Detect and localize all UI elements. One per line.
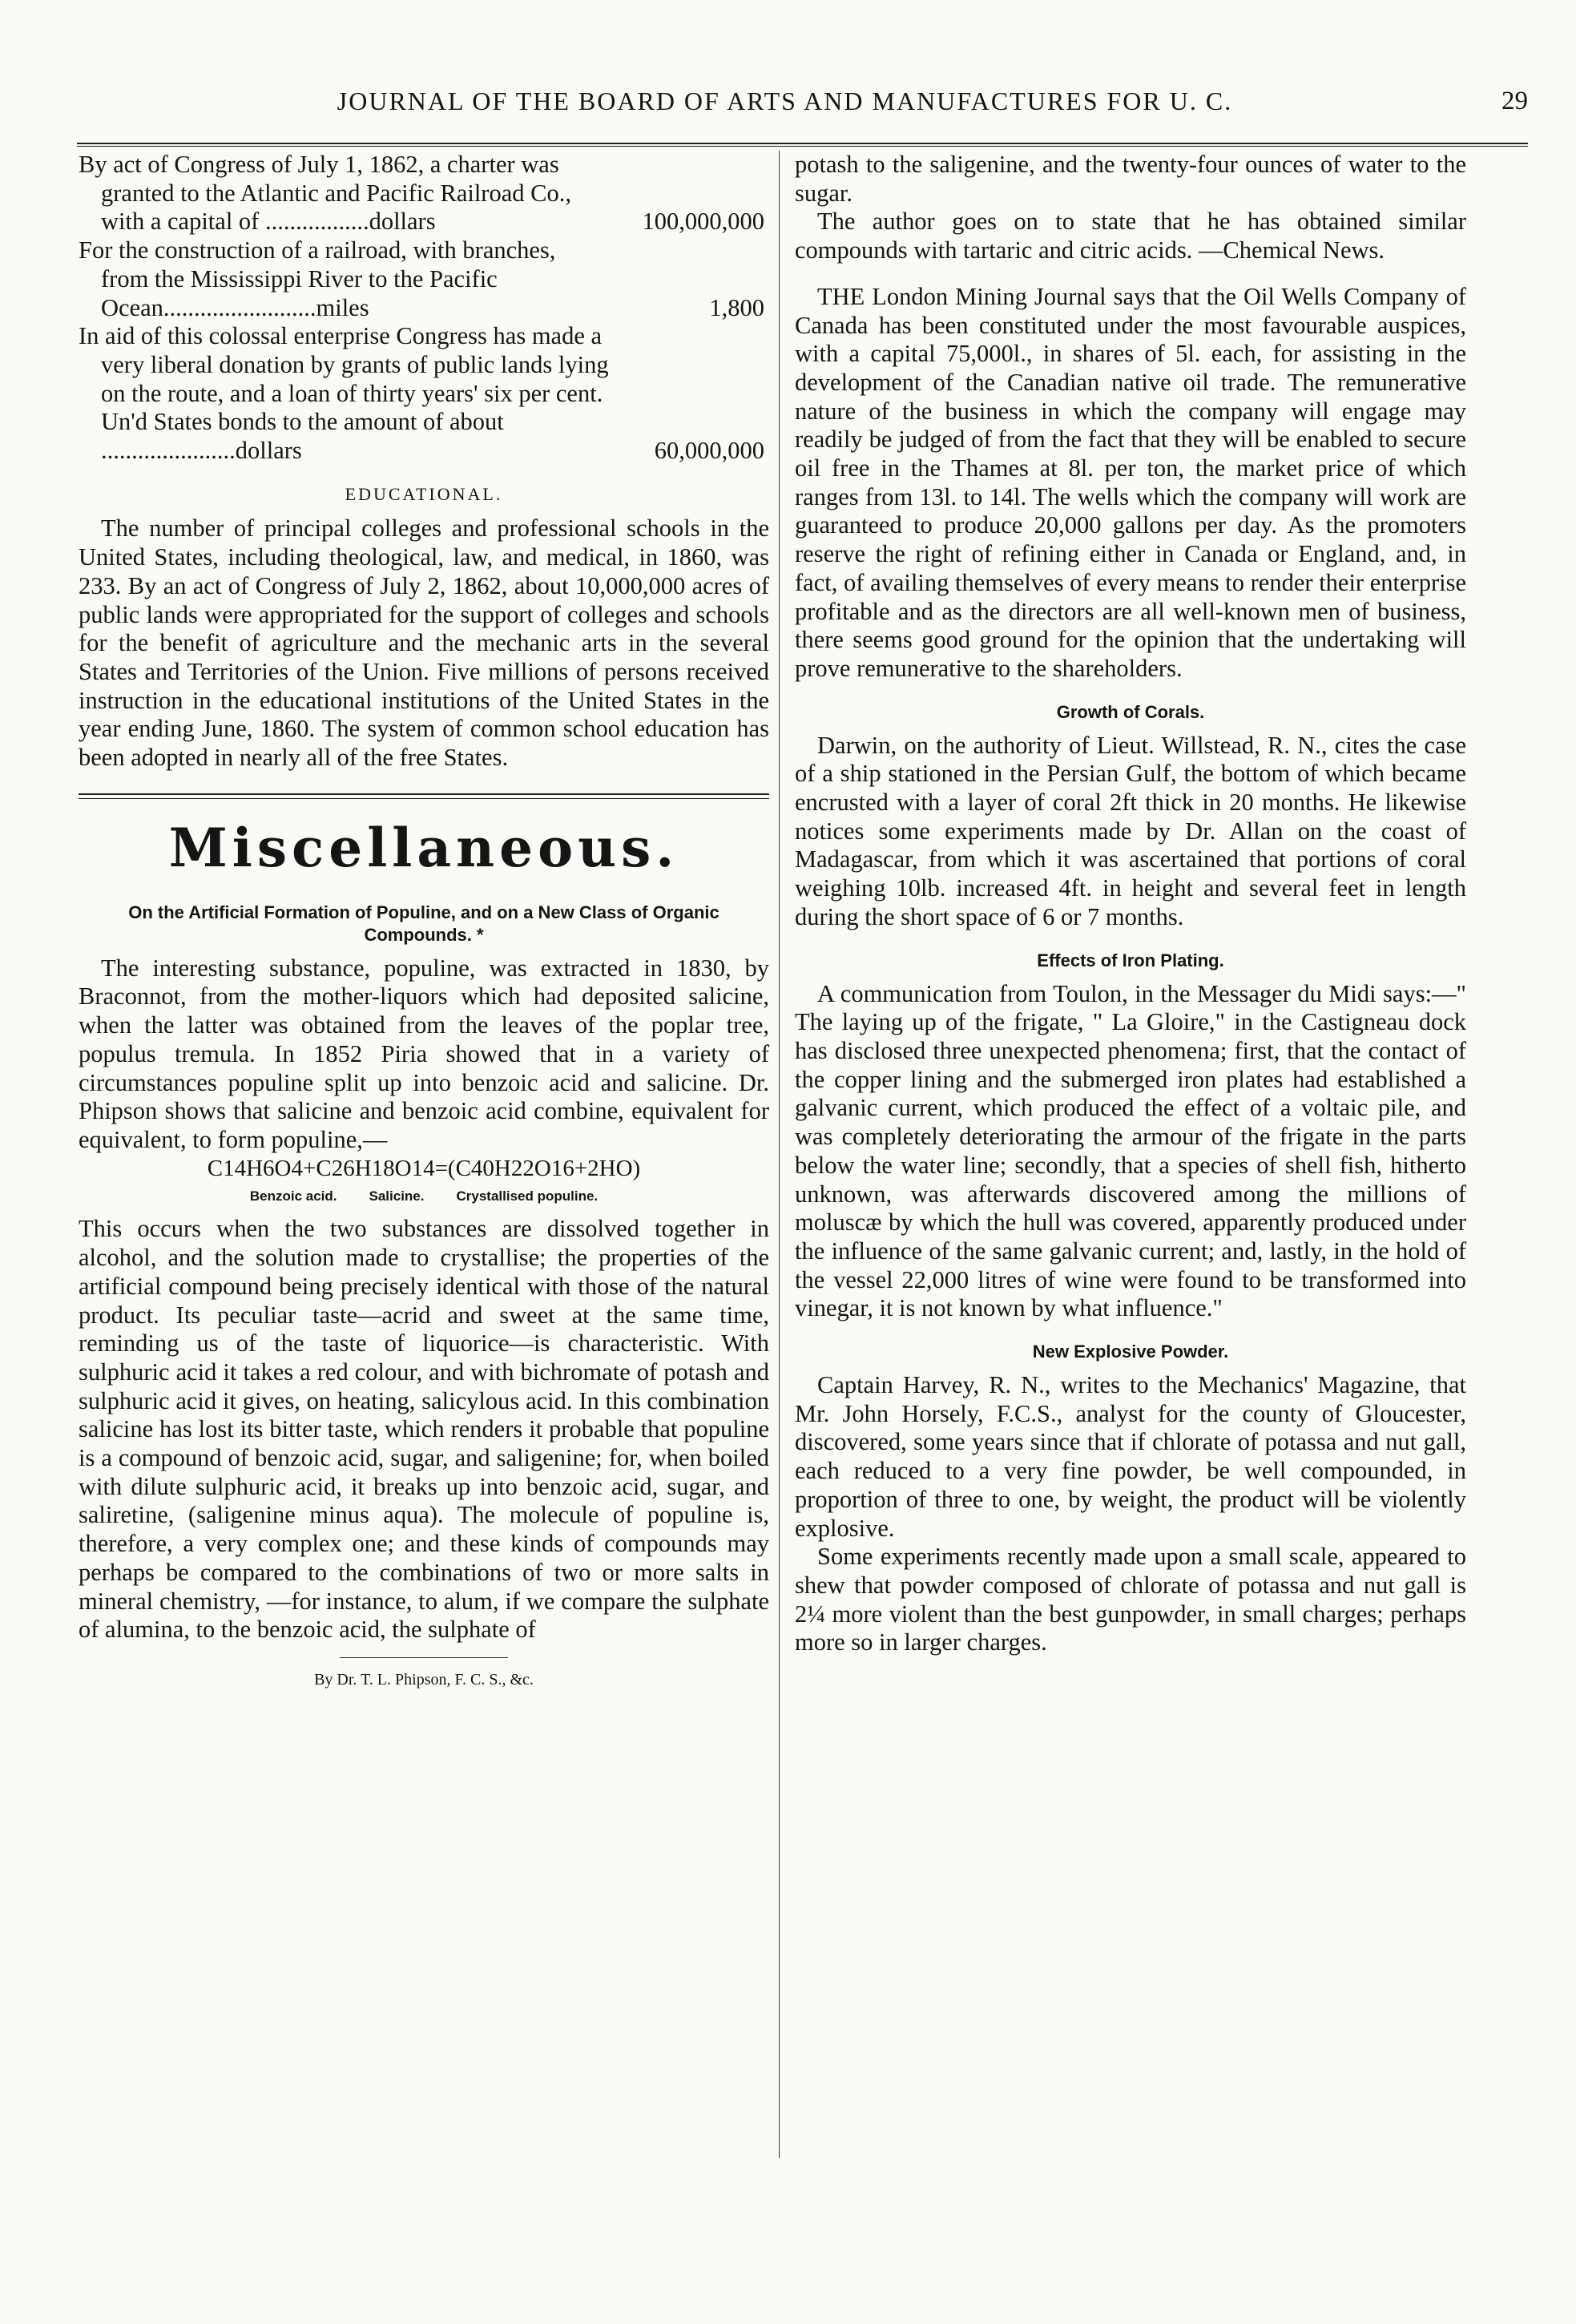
formula-label: Benzoic acid. (249, 1188, 337, 1204)
running-head (42, 80, 1528, 122)
right-column (795, 151, 1466, 1657)
ledger-amount: 100,000,000 (642, 208, 764, 236)
miscellaneous-heading: Miscellaneous. (168, 816, 679, 879)
populine-article-title: On the Artificial Formation of Populine, and on a New Class of Organic Compounds. * (128, 902, 719, 945)
continued-paragraph-2: The author goes on to state that he has obtained similar compounds with tartaric and citric acids. —Chemical News. (795, 208, 1466, 264)
ledger-item (79, 236, 769, 322)
educational-paragraph: The number of principal colleges and professional schools in the United States, including theological, law, and medical, in 1860, was 233. By an act of Congress of July 2, 1862, about 10,000,000 acres of public lands were appropriated for the support of colleges and schools for the benefit of agriculture and the mechanic arts in the several States and Territories of the Union. Five millions of persons received instruction in the educational institutions of the United States in the year ending June, 1860. The system of common school education has been adopted in nearly all of the free States. (79, 514, 769, 772)
journal-title: JOURNAL OF THE BOARD OF ARTS AND MANUFACTURES FOR U. C. (337, 86, 1233, 115)
formula-label: Salicine. (369, 1188, 425, 1204)
educational-heading: EDUCATIONAL. (345, 483, 503, 504)
continued-paragraph: potash to the saligenine, and the twenty-four ounces of water to the sugar. (795, 151, 1466, 207)
populine-paragraph-2: This occurs when the two substances are dissolved together in alcohol, and the solution made to crystallise; the properties of the artificial compound being precisely identical with those of the natural product. Its peculiar taste—acrid and sweet at the same time, reminding us of the taste of liquorice—is characteristic. With sulphuric acid it takes a red colour, and with bichromate of potash and sulphuric acid it gives, on heating, salicylous acid. In this combination salicine has lost its bitter taste, which renders it probable that populine is a compound of benzoic acid, sugar, and saligenine; for, when boiled with dilute sulphuric acid, it breaks up into benzoic acid, sugar, and saliretine, (saligenine minus aqua). The molecule of populine is, therefore, a very complex one; and these kinds of compounds may perhaps be compared to the combinations of two or more salts in mineral chemistry, —for instance, to alum, if we compare the sulphate of alumina, to the benzoic acid, the sulphate of (79, 1215, 769, 1644)
ledger-text: By act of Congress of July 1, 1862, a charter was granted to the Atlantic and Pacific Railroad Co., with a capital of .................dollars (79, 151, 571, 236)
spacer (795, 1323, 1466, 1341)
explosive-powder-paragraph-1: Captain Harvey, R. N., writes to the Mechanics' Magazine, that Mr. John Horsely, F.C.S., analyst for the county of Gloucester, discovered, some years since that if chlorate of potassa and nut gall, each reduced to a very fine powder, be well compounded, in proportion of three to one, by weight, the product will be violently explosive. (795, 1371, 1466, 1542)
corals-paragraph: Darwin, on the authority of Lieut. Willstead, R. N., cites the case of a ship stationed in the Persian Gulf, the bottom of which became encrusted with a layer of coral 2ft thick in 20 months. He likewise notices some experiments made by Dr. Allan on the coast of Madagascar, from which it was ascertained that portions of coral weighing 10lb. increased 4ft. in height and several feet in length during the short space of 6 or 7 months. (795, 731, 1466, 930)
column-divider (779, 151, 780, 2158)
left-column (79, 151, 769, 1695)
railroad-ledger (79, 151, 769, 466)
ledger-text: For the construction of a railroad, with branches, from the Mississippi River to the Pacific Ocean.........................miles (79, 236, 556, 321)
footnote-rule (340, 1657, 508, 1658)
iron-plating-title: Effects of Iron Plating. (1037, 950, 1224, 970)
spacer (795, 684, 1466, 701)
corals-title: Growth of Corals. (1056, 701, 1205, 722)
chemical-formula: C14H6O4+C26H18O14=(C40H22O16+2HO) (207, 1155, 641, 1181)
ledger-amount: 1,800 (709, 293, 764, 321)
explosive-powder-paragraph-2: Some experiments recently made upon a small scale, appeared to shew that powder composed of chlorate of potassa and nut gall is 2¼ more violent than the best gunpowder, in small charges; perhaps more so in larger charges. (795, 1543, 1466, 1656)
explosive-powder-title: New Explosive Powder. (1032, 1342, 1229, 1362)
spacer (795, 932, 1466, 950)
footnote: By Dr. T. L. Phipson, F. C. S., &c. (314, 1670, 534, 1689)
populine-paragraph-1: The interesting substance, populine, was extracted in 1830, by Braconnot, from the mother-liquors which had deposited salicine, when the latter was obtained from the leaves of the poplar tree, populus tremula. In 1852 Piria showed that in a variety of circumstances populine split up into benzoic acid and salicine. Dr. Phipson shows that salicine and benzoic acid combine, equivalent for equivalent, to form populine,— (79, 954, 769, 1153)
oil-wells-paragraph: THE London Mining Journal says that the Oil Wells Company of Canada has been constituted under the most favourable auspices, with a capital 75,000l., in shares of 5l. each, for assisting in the development of the Canadian native oil trade. The remunerative nature of the business in which the company will engage may readily be judged of from the fact that they will be enabled to secure oil free in the Thames at 8l. per ton, the market price of which ranges from 13l. to 14l. The wells which the company will work are guaranteed to produce 20,000 gallons per day. As the promoters reserve the right of refining either in Canada or England, and, in fact, of availing themselves of every means to render their enterprise profitable and as the directors are all well-known men of business, there seems good ground for the opinion that the undertaking will prove remunerative to the shareholders. (795, 282, 1466, 682)
ledger-amount: 60,000,000 (654, 437, 764, 465)
header-rule (77, 143, 1528, 147)
ledger-text: In aid of this colossal enterprise Congress has made a very liberal donation by grants of public lands lying on the route, and a loan of thirty years' six per cent. Un'd States bonds to the amount of about ......................dollars (79, 322, 609, 465)
ledger-item (79, 151, 769, 236)
ledger-item (79, 322, 769, 466)
iron-plating-paragraph: A communication from Toulon, in the Messager du Midi says:—" The laying up of the frigate, " La Gloire," in the Castigneau dock has disclosed three unexpected phenomena; first, that the contact of the copper lining and the submerged iron plates had established a galvanic current, which produced the effect of a voltaic pile, and was completely deteriorating the armour of the frigate in the parts below the water line; secondly, that a species of shell fish, hitherto unknown, was afterwards discovered among the millions of moluscæ by which the hull was covered, apparently produced under the influence of the same galvanic current; and, lastly, in the hold of the vessel 22,000 litres of wine were found to be transformed into vinegar, it is not known by what influence." (795, 979, 1466, 1322)
formula-label: Crystallised populine. (456, 1188, 599, 1204)
section-rule (79, 793, 769, 799)
page-number: 29 (1501, 86, 1528, 115)
spacer (795, 265, 1466, 283)
formula-labels (79, 1182, 769, 1211)
